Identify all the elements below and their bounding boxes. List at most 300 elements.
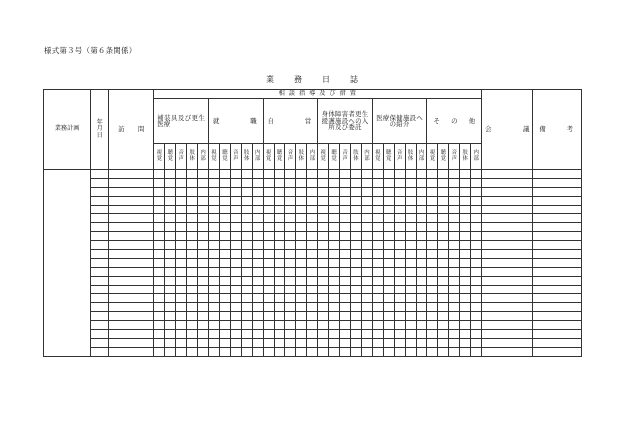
entry-cell[interactable]	[154, 241, 165, 250]
entry-cell[interactable]	[296, 338, 307, 347]
entry-cell[interactable]	[91, 223, 109, 232]
entry-cell[interactable]	[340, 241, 351, 250]
entry-cell[interactable]	[372, 205, 383, 214]
entry-cell[interactable]	[405, 303, 416, 312]
entry-cell[interactable]	[154, 276, 165, 285]
entry-cell[interactable]	[471, 294, 482, 303]
entry-cell[interactable]	[438, 187, 449, 196]
entry-cell[interactable]	[274, 330, 285, 339]
plan-cell[interactable]	[44, 170, 91, 357]
entry-cell[interactable]	[219, 321, 230, 330]
entry-cell[interactable]	[219, 303, 230, 312]
entry-cell[interactable]	[154, 223, 165, 232]
entry-cell[interactable]	[471, 321, 482, 330]
entry-cell[interactable]	[372, 223, 383, 232]
entry-cell[interactable]	[427, 258, 438, 267]
entry-cell[interactable]	[361, 196, 372, 205]
entry-cell[interactable]	[209, 330, 220, 339]
entry-cell[interactable]	[296, 276, 307, 285]
entry-cell[interactable]	[351, 241, 362, 250]
entry-cell[interactable]	[394, 347, 405, 356]
entry-cell[interactable]	[274, 321, 285, 330]
entry-cell[interactable]	[471, 276, 482, 285]
entry-cell[interactable]	[372, 170, 383, 179]
entry-cell[interactable]	[449, 276, 460, 285]
entry-cell[interactable]	[176, 267, 187, 276]
entry-cell[interactable]	[438, 321, 449, 330]
entry-cell[interactable]	[329, 170, 340, 179]
entry-cell[interactable]	[109, 312, 154, 321]
entry-cell[interactable]	[219, 232, 230, 241]
entry-cell[interactable]	[198, 312, 209, 321]
entry-cell[interactable]	[351, 347, 362, 356]
entry-cell[interactable]	[296, 223, 307, 232]
entry-cell[interactable]	[471, 178, 482, 187]
entry-cell[interactable]	[285, 347, 296, 356]
entry-cell[interactable]	[361, 187, 372, 196]
entry-cell[interactable]	[307, 312, 318, 321]
entry-cell[interactable]	[533, 285, 582, 294]
entry-cell[interactable]	[187, 178, 198, 187]
entry-cell[interactable]	[230, 187, 241, 196]
entry-cell[interactable]	[252, 303, 263, 312]
entry-cell[interactable]	[263, 187, 274, 196]
entry-cell[interactable]	[252, 232, 263, 241]
entry-cell[interactable]	[449, 330, 460, 339]
entry-cell[interactable]	[209, 250, 220, 259]
entry-cell[interactable]	[154, 330, 165, 339]
entry-cell[interactable]	[351, 321, 362, 330]
entry-cell[interactable]	[91, 187, 109, 196]
entry-cell[interactable]	[394, 338, 405, 347]
entry-cell[interactable]	[394, 196, 405, 205]
entry-cell[interactable]	[187, 170, 198, 179]
entry-cell[interactable]	[230, 303, 241, 312]
entry-cell[interactable]	[176, 223, 187, 232]
entry-cell[interactable]	[176, 205, 187, 214]
entry-cell[interactable]	[460, 285, 471, 294]
entry-cell[interactable]	[329, 223, 340, 232]
entry-cell[interactable]	[241, 258, 252, 267]
entry-cell[interactable]	[165, 285, 176, 294]
entry-cell[interactable]	[405, 321, 416, 330]
entry-cell[interactable]	[241, 170, 252, 179]
entry-cell[interactable]	[318, 321, 329, 330]
entry-cell[interactable]	[351, 250, 362, 259]
entry-cell[interactable]	[209, 205, 220, 214]
entry-cell[interactable]	[533, 232, 582, 241]
entry-cell[interactable]	[109, 196, 154, 205]
entry-cell[interactable]	[209, 285, 220, 294]
entry-cell[interactable]	[187, 321, 198, 330]
entry-cell[interactable]	[187, 187, 198, 196]
entry-cell[interactable]	[405, 285, 416, 294]
entry-cell[interactable]	[405, 214, 416, 223]
entry-cell[interactable]	[176, 294, 187, 303]
entry-cell[interactable]	[230, 285, 241, 294]
entry-cell[interactable]	[187, 205, 198, 214]
entry-cell[interactable]	[460, 303, 471, 312]
entry-cell[interactable]	[318, 196, 329, 205]
entry-cell[interactable]	[405, 338, 416, 347]
entry-cell[interactable]	[252, 312, 263, 321]
entry-cell[interactable]	[91, 276, 109, 285]
entry-cell[interactable]	[482, 214, 533, 223]
entry-cell[interactable]	[263, 330, 274, 339]
entry-cell[interactable]	[383, 232, 394, 241]
entry-cell[interactable]	[241, 294, 252, 303]
entry-cell[interactable]	[198, 205, 209, 214]
entry-cell[interactable]	[460, 347, 471, 356]
entry-cell[interactable]	[361, 276, 372, 285]
entry-cell[interactable]	[198, 241, 209, 250]
entry-cell[interactable]	[449, 223, 460, 232]
entry-cell[interactable]	[307, 214, 318, 223]
entry-cell[interactable]	[471, 214, 482, 223]
entry-cell[interactable]	[372, 276, 383, 285]
entry-cell[interactable]	[296, 303, 307, 312]
entry-cell[interactable]	[361, 170, 372, 179]
entry-cell[interactable]	[471, 241, 482, 250]
entry-cell[interactable]	[372, 321, 383, 330]
entry-cell[interactable]	[91, 321, 109, 330]
entry-cell[interactable]	[361, 303, 372, 312]
entry-cell[interactable]	[372, 178, 383, 187]
entry-cell[interactable]	[372, 267, 383, 276]
entry-cell[interactable]	[533, 250, 582, 259]
entry-cell[interactable]	[329, 312, 340, 321]
entry-cell[interactable]	[263, 196, 274, 205]
entry-cell[interactable]	[198, 267, 209, 276]
entry-cell[interactable]	[241, 205, 252, 214]
entry-cell[interactable]	[296, 170, 307, 179]
entry-cell[interactable]	[209, 258, 220, 267]
entry-cell[interactable]	[482, 178, 533, 187]
entry-cell[interactable]	[165, 276, 176, 285]
entry-cell[interactable]	[383, 258, 394, 267]
entry-cell[interactable]	[109, 170, 154, 179]
entry-cell[interactable]	[318, 285, 329, 294]
entry-cell[interactable]	[427, 214, 438, 223]
entry-cell[interactable]	[296, 330, 307, 339]
entry-cell[interactable]	[219, 347, 230, 356]
entry-cell[interactable]	[176, 241, 187, 250]
entry-cell[interactable]	[340, 321, 351, 330]
entry-cell[interactable]	[416, 196, 427, 205]
entry-cell[interactable]	[209, 223, 220, 232]
entry-cell[interactable]	[438, 330, 449, 339]
entry-cell[interactable]	[198, 276, 209, 285]
entry-cell[interactable]	[460, 321, 471, 330]
entry-cell[interactable]	[416, 241, 427, 250]
entry-cell[interactable]	[109, 205, 154, 214]
entry-cell[interactable]	[154, 187, 165, 196]
entry-cell[interactable]	[230, 196, 241, 205]
entry-cell[interactable]	[318, 170, 329, 179]
entry-cell[interactable]	[460, 312, 471, 321]
entry-cell[interactable]	[198, 285, 209, 294]
entry-cell[interactable]	[252, 178, 263, 187]
entry-cell[interactable]	[296, 205, 307, 214]
entry-cell[interactable]	[252, 250, 263, 259]
entry-cell[interactable]	[230, 276, 241, 285]
entry-cell[interactable]	[230, 250, 241, 259]
entry-cell[interactable]	[449, 178, 460, 187]
entry-cell[interactable]	[219, 205, 230, 214]
entry-cell[interactable]	[176, 250, 187, 259]
entry-cell[interactable]	[165, 347, 176, 356]
entry-cell[interactable]	[91, 214, 109, 223]
entry-cell[interactable]	[533, 303, 582, 312]
entry-cell[interactable]	[165, 312, 176, 321]
entry-cell[interactable]	[416, 285, 427, 294]
entry-cell[interactable]	[109, 178, 154, 187]
entry-cell[interactable]	[427, 347, 438, 356]
entry-cell[interactable]	[427, 178, 438, 187]
entry-cell[interactable]	[340, 276, 351, 285]
entry-cell[interactable]	[460, 250, 471, 259]
entry-cell[interactable]	[230, 241, 241, 250]
entry-cell[interactable]	[438, 294, 449, 303]
entry-cell[interactable]	[187, 214, 198, 223]
entry-cell[interactable]	[449, 241, 460, 250]
entry-cell[interactable]	[449, 258, 460, 267]
entry-cell[interactable]	[361, 178, 372, 187]
entry-cell[interactable]	[427, 187, 438, 196]
entry-cell[interactable]	[482, 187, 533, 196]
entry-cell[interactable]	[318, 187, 329, 196]
entry-cell[interactable]	[361, 205, 372, 214]
entry-cell[interactable]	[176, 258, 187, 267]
entry-cell[interactable]	[482, 241, 533, 250]
entry-cell[interactable]	[285, 214, 296, 223]
entry-cell[interactable]	[285, 187, 296, 196]
entry-cell[interactable]	[165, 250, 176, 259]
entry-cell[interactable]	[533, 178, 582, 187]
entry-cell[interactable]	[394, 321, 405, 330]
entry-cell[interactable]	[187, 347, 198, 356]
entry-cell[interactable]	[405, 232, 416, 241]
entry-cell[interactable]	[230, 223, 241, 232]
entry-cell[interactable]	[460, 241, 471, 250]
entry-cell[interactable]	[274, 187, 285, 196]
entry-cell[interactable]	[241, 285, 252, 294]
entry-cell[interactable]	[438, 267, 449, 276]
entry-cell[interactable]	[329, 241, 340, 250]
entry-cell[interactable]	[372, 214, 383, 223]
entry-cell[interactable]	[274, 178, 285, 187]
entry-cell[interactable]	[383, 330, 394, 339]
entry-cell[interactable]	[154, 232, 165, 241]
entry-cell[interactable]	[318, 330, 329, 339]
entry-cell[interactable]	[263, 250, 274, 259]
entry-cell[interactable]	[209, 294, 220, 303]
entry-cell[interactable]	[394, 250, 405, 259]
entry-cell[interactable]	[383, 241, 394, 250]
entry-cell[interactable]	[176, 232, 187, 241]
entry-cell[interactable]	[285, 276, 296, 285]
entry-cell[interactable]	[533, 312, 582, 321]
entry-cell[interactable]	[449, 312, 460, 321]
entry-cell[interactable]	[109, 187, 154, 196]
entry-cell[interactable]	[230, 258, 241, 267]
entry-cell[interactable]	[307, 196, 318, 205]
entry-cell[interactable]	[219, 338, 230, 347]
entry-cell[interactable]	[482, 205, 533, 214]
entry-cell[interactable]	[351, 276, 362, 285]
entry-cell[interactable]	[263, 205, 274, 214]
entry-cell[interactable]	[383, 321, 394, 330]
entry-cell[interactable]	[91, 347, 109, 356]
entry-cell[interactable]	[533, 338, 582, 347]
entry-cell[interactable]	[383, 214, 394, 223]
entry-cell[interactable]	[361, 241, 372, 250]
entry-cell[interactable]	[318, 214, 329, 223]
entry-cell[interactable]	[209, 196, 220, 205]
entry-cell[interactable]	[176, 196, 187, 205]
entry-cell[interactable]	[405, 250, 416, 259]
entry-cell[interactable]	[274, 258, 285, 267]
entry-cell[interactable]	[91, 330, 109, 339]
entry-cell[interactable]	[372, 232, 383, 241]
entry-cell[interactable]	[394, 214, 405, 223]
entry-cell[interactable]	[318, 241, 329, 250]
entry-cell[interactable]	[285, 312, 296, 321]
entry-cell[interactable]	[340, 196, 351, 205]
entry-cell[interactable]	[296, 214, 307, 223]
entry-cell[interactable]	[230, 312, 241, 321]
entry-cell[interactable]	[285, 205, 296, 214]
entry-cell[interactable]	[405, 196, 416, 205]
entry-cell[interactable]	[438, 285, 449, 294]
entry-cell[interactable]	[372, 294, 383, 303]
entry-cell[interactable]	[154, 250, 165, 259]
entry-cell[interactable]	[383, 276, 394, 285]
entry-cell[interactable]	[176, 303, 187, 312]
entry-cell[interactable]	[361, 223, 372, 232]
entry-cell[interactable]	[394, 241, 405, 250]
entry-cell[interactable]	[318, 232, 329, 241]
entry-cell[interactable]	[109, 276, 154, 285]
entry-cell[interactable]	[438, 338, 449, 347]
entry-cell[interactable]	[252, 223, 263, 232]
entry-cell[interactable]	[109, 330, 154, 339]
entry-cell[interactable]	[427, 285, 438, 294]
entry-cell[interactable]	[438, 241, 449, 250]
entry-cell[interactable]	[416, 312, 427, 321]
entry-cell[interactable]	[449, 267, 460, 276]
entry-cell[interactable]	[416, 330, 427, 339]
entry-cell[interactable]	[209, 187, 220, 196]
entry-cell[interactable]	[361, 312, 372, 321]
entry-cell[interactable]	[405, 347, 416, 356]
entry-cell[interactable]	[361, 232, 372, 241]
entry-cell[interactable]	[263, 267, 274, 276]
entry-cell[interactable]	[91, 338, 109, 347]
entry-cell[interactable]	[109, 232, 154, 241]
entry-cell[interactable]	[416, 214, 427, 223]
entry-cell[interactable]	[109, 258, 154, 267]
entry-cell[interactable]	[219, 267, 230, 276]
entry-cell[interactable]	[438, 170, 449, 179]
entry-cell[interactable]	[394, 232, 405, 241]
entry-cell[interactable]	[318, 276, 329, 285]
entry-cell[interactable]	[340, 205, 351, 214]
entry-cell[interactable]	[296, 258, 307, 267]
entry-cell[interactable]	[318, 338, 329, 347]
entry-cell[interactable]	[285, 178, 296, 187]
entry-cell[interactable]	[383, 294, 394, 303]
entry-cell[interactable]	[176, 312, 187, 321]
entry-cell[interactable]	[91, 312, 109, 321]
entry-cell[interactable]	[296, 285, 307, 294]
entry-cell[interactable]	[187, 267, 198, 276]
entry-cell[interactable]	[176, 330, 187, 339]
entry-cell[interactable]	[471, 223, 482, 232]
entry-cell[interactable]	[533, 223, 582, 232]
entry-cell[interactable]	[296, 321, 307, 330]
entry-cell[interactable]	[241, 303, 252, 312]
entry-cell[interactable]	[471, 267, 482, 276]
entry-cell[interactable]	[340, 170, 351, 179]
entry-cell[interactable]	[482, 338, 533, 347]
entry-cell[interactable]	[394, 205, 405, 214]
entry-cell[interactable]	[91, 267, 109, 276]
entry-cell[interactable]	[219, 276, 230, 285]
entry-cell[interactable]	[165, 223, 176, 232]
entry-cell[interactable]	[109, 303, 154, 312]
entry-cell[interactable]	[482, 232, 533, 241]
entry-cell[interactable]	[471, 347, 482, 356]
entry-cell[interactable]	[533, 187, 582, 196]
entry-cell[interactable]	[176, 214, 187, 223]
entry-cell[interactable]	[91, 241, 109, 250]
entry-cell[interactable]	[263, 232, 274, 241]
entry-cell[interactable]	[274, 250, 285, 259]
entry-cell[interactable]	[351, 178, 362, 187]
entry-cell[interactable]	[449, 196, 460, 205]
entry-cell[interactable]	[405, 267, 416, 276]
entry-cell[interactable]	[361, 347, 372, 356]
entry-cell[interactable]	[449, 303, 460, 312]
entry-cell[interactable]	[482, 196, 533, 205]
entry-cell[interactable]	[285, 294, 296, 303]
entry-cell[interactable]	[219, 258, 230, 267]
entry-cell[interactable]	[438, 232, 449, 241]
entry-cell[interactable]	[263, 276, 274, 285]
entry-cell[interactable]	[154, 285, 165, 294]
entry-cell[interactable]	[351, 330, 362, 339]
entry-cell[interactable]	[405, 294, 416, 303]
entry-cell[interactable]	[176, 285, 187, 294]
entry-cell[interactable]	[383, 250, 394, 259]
entry-cell[interactable]	[340, 285, 351, 294]
entry-cell[interactable]	[340, 303, 351, 312]
entry-cell[interactable]	[372, 347, 383, 356]
entry-cell[interactable]	[307, 250, 318, 259]
entry-cell[interactable]	[427, 294, 438, 303]
entry-cell[interactable]	[427, 250, 438, 259]
entry-cell[interactable]	[383, 285, 394, 294]
entry-cell[interactable]	[460, 330, 471, 339]
entry-cell[interactable]	[154, 170, 165, 179]
entry-cell[interactable]	[482, 294, 533, 303]
entry-cell[interactable]	[307, 338, 318, 347]
entry-cell[interactable]	[460, 258, 471, 267]
entry-cell[interactable]	[263, 338, 274, 347]
entry-cell[interactable]	[351, 205, 362, 214]
entry-cell[interactable]	[427, 205, 438, 214]
